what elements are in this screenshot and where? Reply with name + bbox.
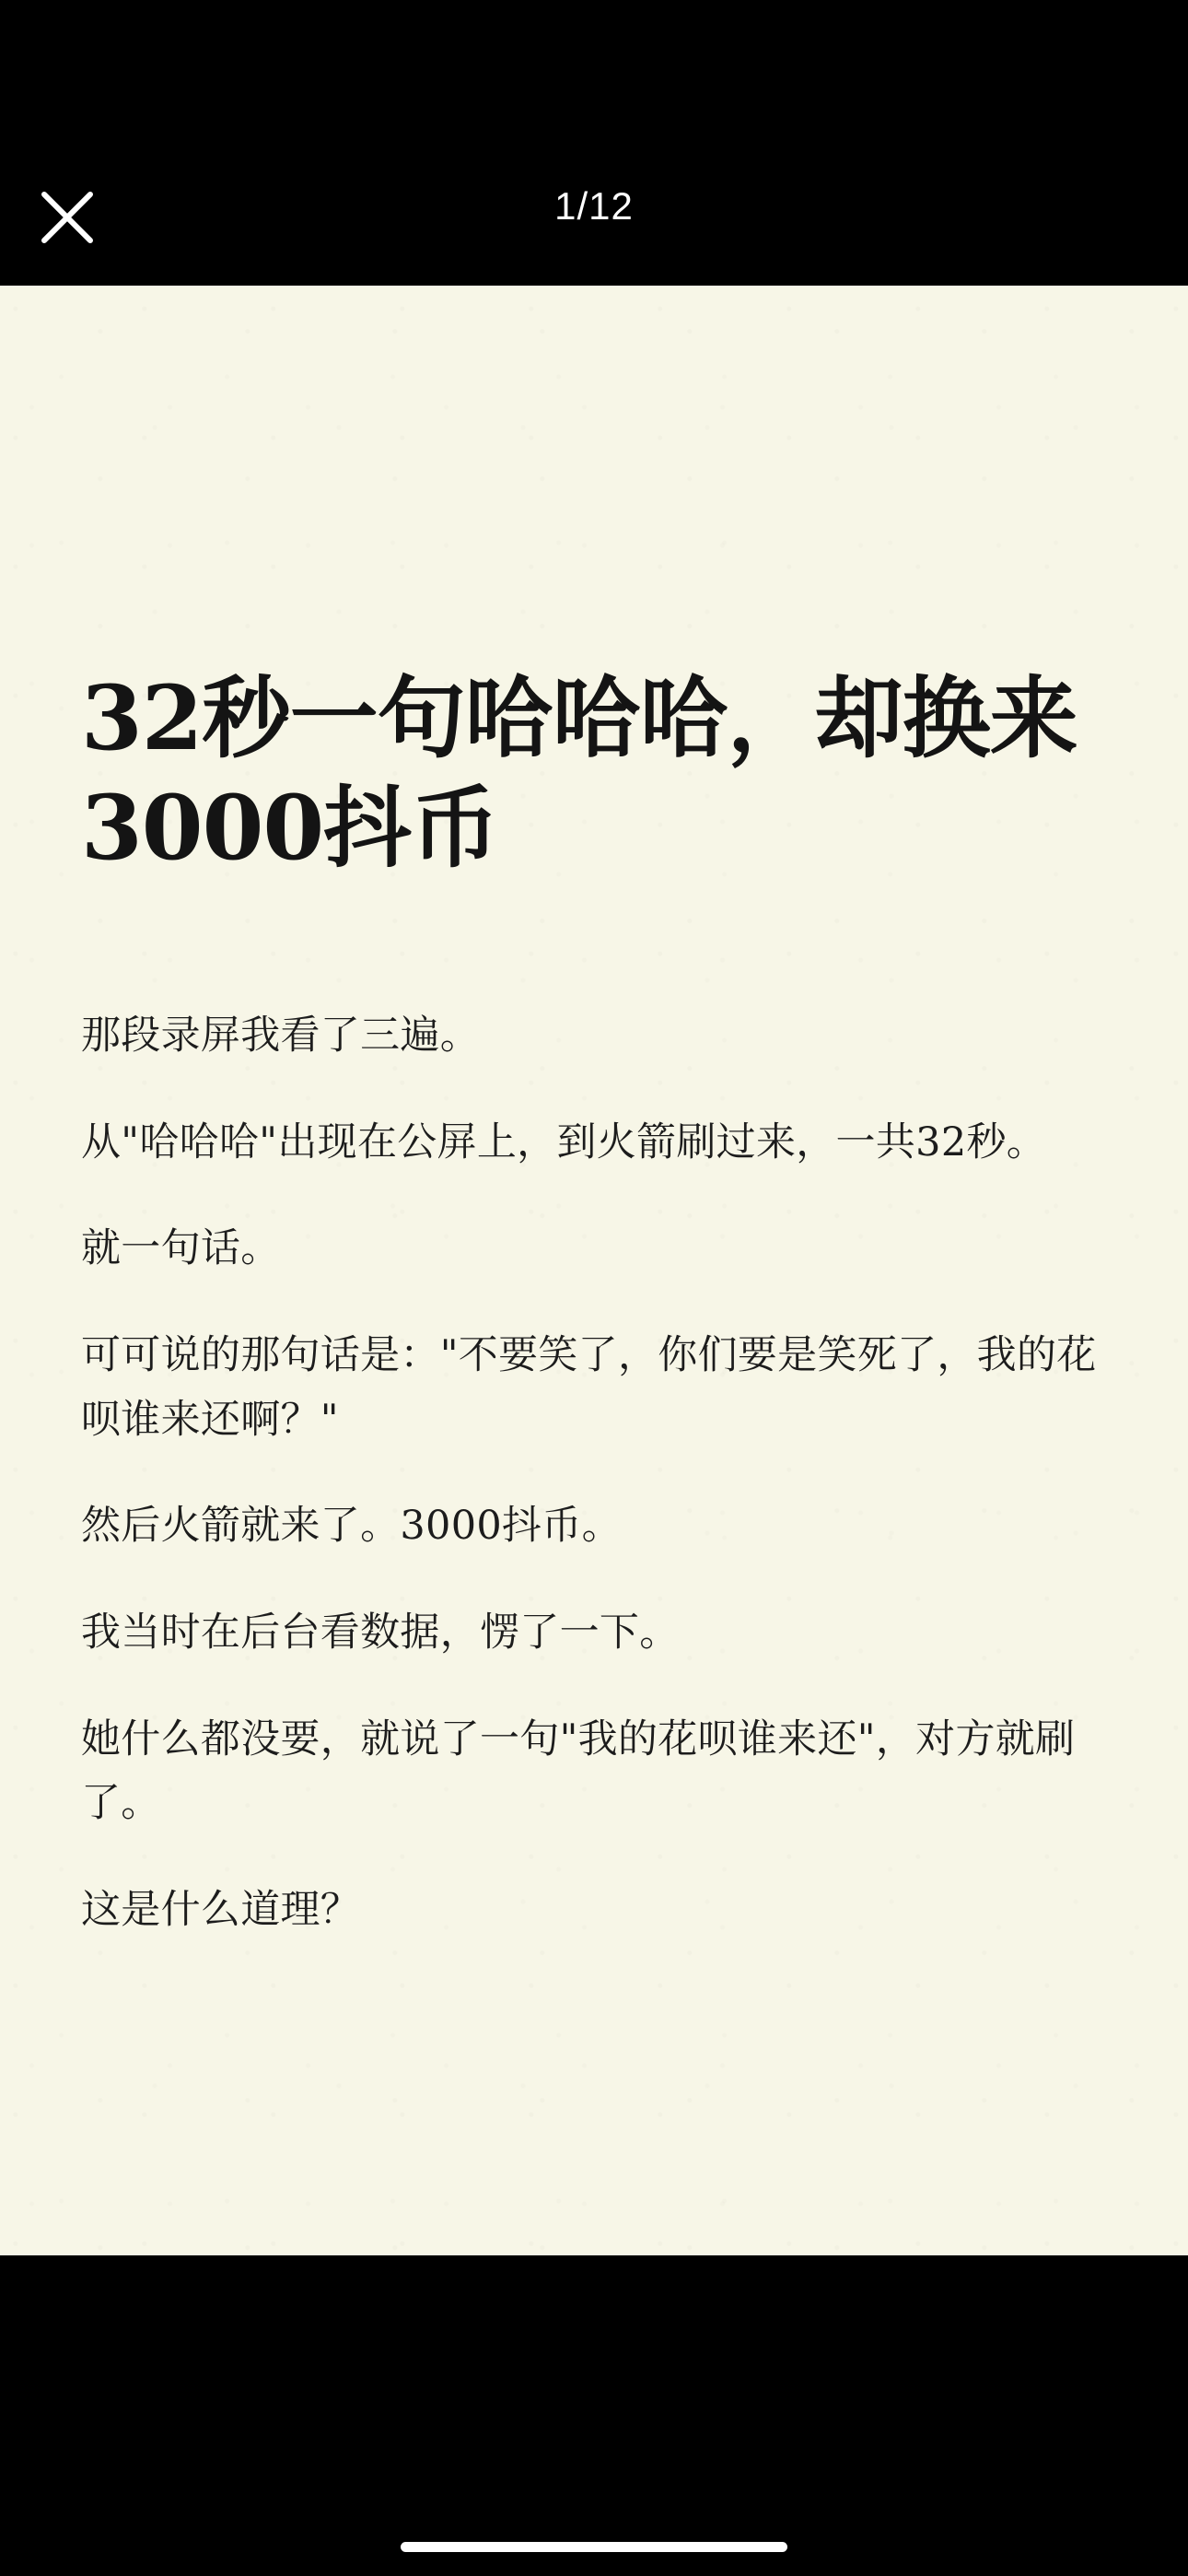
paragraph: 可可说的那句话是："不要笑了，你们要是笑死了，我的花呗谁来还啊？" xyxy=(81,1332,1097,1443)
paragraph: 从"哈哈哈"出现在公屏上，到火箭刷过来，一共32秒。 xyxy=(81,1118,1047,1165)
paragraph: 她什么都没要，就说了一句"我的花呗谁来还"，对方就刷了。 xyxy=(81,1715,1076,1827)
paragraph: 那段录屏我看了三遍。 xyxy=(81,1013,480,1060)
paragraph: 我当时在后台看数据，愣了一下。 xyxy=(81,1610,680,1656)
paragraph: 就一句话。 xyxy=(81,1225,281,1272)
article-body xyxy=(81,1004,1107,1943)
page-title: 32秒一句哈哈哈，却换来3000抖币 xyxy=(81,666,1077,881)
bottom-bar xyxy=(0,2255,1188,2576)
paragraph: 然后火箭就来了。3000抖币。 xyxy=(81,1503,622,1550)
page-indicator: 1/12 xyxy=(554,184,634,228)
content-card xyxy=(0,286,1188,2255)
top-bar xyxy=(0,0,1188,286)
paragraph: 这是什么道理？ xyxy=(81,1886,361,1933)
home-indicator[interactable] xyxy=(401,2542,787,2552)
